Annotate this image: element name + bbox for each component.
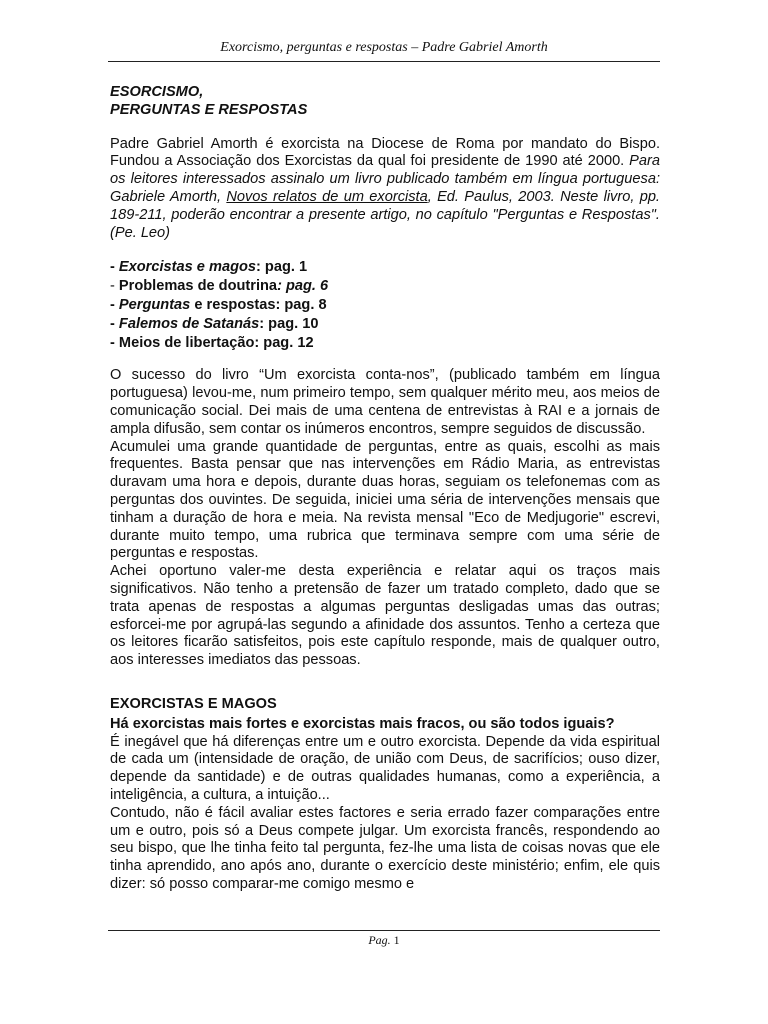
body-paragraph: Acumulei uma grande quantidade de perguntas, entre as quais, escolhi as mais frequentes. Basta pensar que nas intervenções em Rádio Maria, as entrevistas duravam uma hora e depois, durante duas horas, seguiam os telefonemas com as perguntas dos ouvintes. De seguida, iniciei uma séria de intervenções mensais que tinham a duração de hora e meia. Na revista mensal "Eco de Medjugorie" escrevi, durante muito tempo, uma rubrica que terminava sempre com uma série de perguntas e respostas.	[110, 438, 660, 562]
title-line-1: ESORCISMO,	[110, 84, 204, 100]
section-paragraph: Contudo, não é fácil avaliar estes factores e seria errado fazer comparações entre um e outro, pois só a Deus compete julgar. Um exorcista francês, respondendo ao seu bispo, que lhe tinha feito tal pergunta, fez-lhe uma lista de coisas novas que ele tinha aprendido, ano após ano, durante o exercício deste ministério; enfim, ele quis dizer: só posso comparar-me comigo mesmo e	[110, 804, 660, 892]
running-title: Exorcismo, perguntas e respostas – Padre Gabriel Amorth	[220, 40, 548, 55]
toc-item: - Perguntas e respostas: pag. 8	[110, 297, 327, 314]
document-title	[110, 84, 660, 120]
running-header	[108, 38, 660, 62]
toc-item: - Falemos de Satanás: pag. 10	[110, 316, 319, 333]
page-number	[108, 933, 660, 948]
section-paragraph: É inegável que há diferenças entre um e outro exorcista. Depende da vida espiritual de cada um (intensidade de oração, de união com Deus, de sacrifícios; ouso dizer, depende da santidade) e de outras qualidades humanas, como a experiência, a inteligência, a cultura, a intuição...	[110, 733, 660, 803]
title-line-2: PERGUNTAS E RESPOSTAS	[110, 101, 308, 118]
toc-item: - Exorcistas e magos: pag. 1	[110, 259, 308, 276]
page-number-value: 1	[393, 933, 400, 947]
body-paragraph: Achei oportuno valer-me desta experiência e relatar aqui os traços mais significativos. Não tenho a pretensão de fazer um tratado completo, dado que se trata apenas de respostas a algumas perguntas desligadas umas das outras; esforcei-me por agrupá-las segundo a afinidade dos assuntos. Tenho a certeza que os leitores ficarão satisfeitos, pois este capítulo responde, mais de qualquer outro, aos interesses imediatos das pessoas.	[110, 563, 660, 669]
page-label: Pag.	[368, 933, 391, 947]
intro-italic-text-1: Para os leitores interessados assinalo um livro publicado também em língua portuguesa: Gabriele Amorth,	[110, 153, 660, 205]
book-title: Novos relatos de um exorcista	[226, 188, 428, 205]
toc-item: - Meios de libertação: pag. 12	[110, 335, 314, 352]
table-of-contents	[110, 258, 660, 353]
footer-divider	[108, 930, 660, 931]
toc-item: - Problemas de doutrina: pag. 6	[110, 278, 329, 295]
intro-normal-text: Padre Gabriel Amorth é exorcista na Diocese de Roma por mandato do Bispo. Fundou a Associação dos Exorcistas da qual foi presidente de 1990 até 2000.	[110, 135, 660, 170]
body-paragraph: O sucesso do livro “Um exorcista conta-nos”, (publicado também em língua portuguesa) levou-me, num primeiro tempo, sem qualquer mérito meu, aos meios de comunicação social. Dei mais de uma centena de entrevistas à RAI e a jornais de ampla difusão, sem contar os inúmeros encontros, sempre seguidos de discussão.	[110, 367, 660, 437]
intro-paragraph	[110, 136, 660, 243]
intro-italic-text-2: , Ed. Paulus, 2003. Neste livro, pp. 189-211, poderão encontrar a presente artigo, no capítulo "Perguntas e Respostas". (Pe. Leo)	[110, 188, 660, 241]
document-body	[110, 84, 660, 894]
section-heading: EXORCISTAS E MAGOS	[110, 695, 277, 712]
section-question: Há exorcistas mais fortes e exorcistas mais fracos, ou são todos iguais?	[110, 715, 615, 732]
